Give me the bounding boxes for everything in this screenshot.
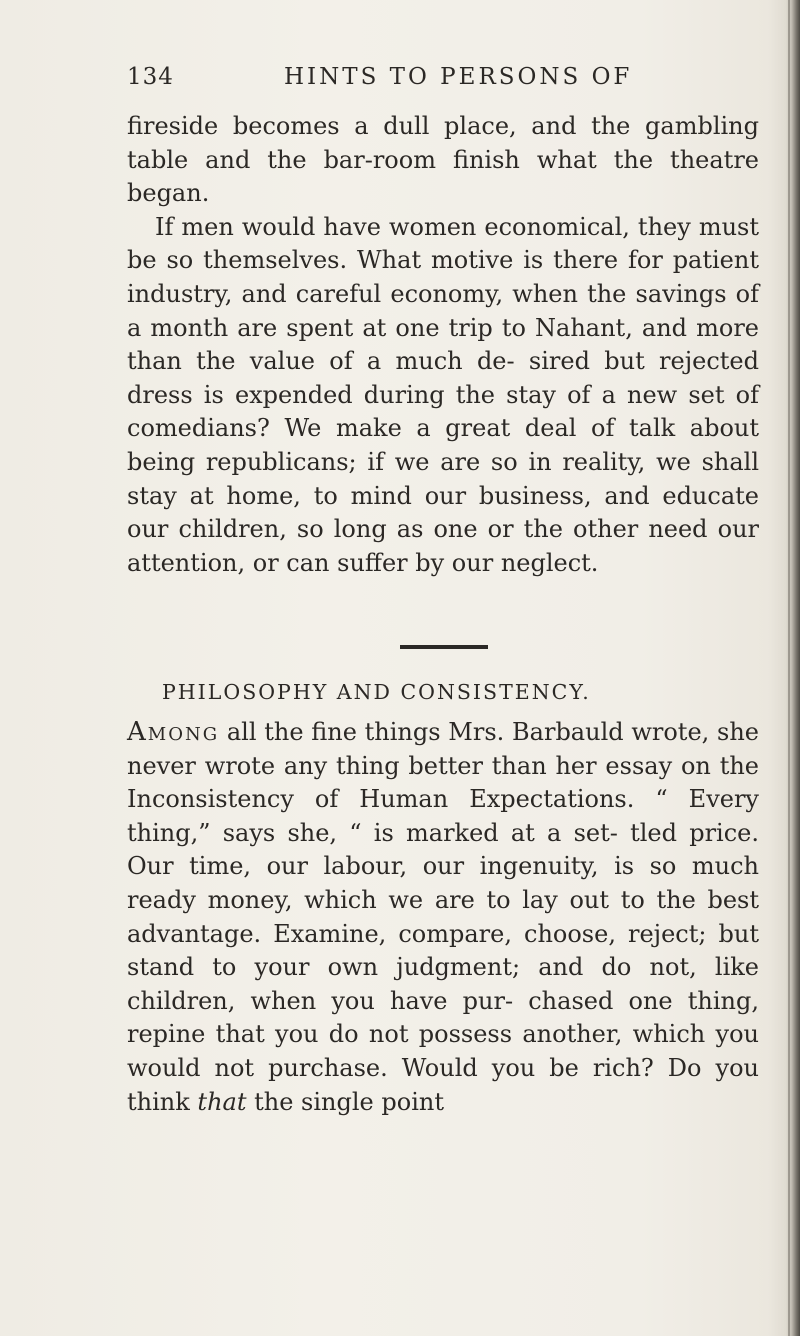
- section-title: PHILOSOPHY AND CONSISTENCY.: [162, 680, 591, 704]
- running-head: HINTS TO PERSONS OF: [284, 64, 633, 90]
- paragraph-economy: If men would have women economical, they must be so themselves. What motive is there for patient industry, and careful economy, when the savings of a month are spent at one trip to Nahant, and more than the value of a much de- sired but rejected dress is expended during the stay of a new set of comedians? We make a great deal of talk about being republicans; if we are so in reality, we shall stay at home, to mind our business, and educate our children, so long as one or the other need our attention, or can suffer by our neglect.: [127, 212, 759, 577]
- italic-word: that: [197, 1087, 247, 1116]
- text-block-top: [127, 110, 759, 580]
- paragraph-philosophy: [127, 716, 759, 1119]
- opening-word: Among: [127, 717, 220, 747]
- page-edge-line: [788, 0, 790, 1336]
- paragraph-tail: the single point: [254, 1087, 444, 1116]
- page-number: 134: [127, 64, 174, 90]
- section-divider-rule: [400, 645, 488, 649]
- paragraph-continuation: fireside becomes a dull place, and the gambling table and the bar-room finish what the theatre began.: [127, 112, 759, 208]
- text-block-section: [127, 716, 759, 1119]
- paragraph-body: all the fine things Mrs. Barbauld wrote, she never wrote any thing better than her essay on the Inconsistency of Human Expectations. “ Every thing,” says she, “ is marked at a set- tled price. Our time, our labour, our ingenuity, is so much ready money, which we are to lay out to the best advantage. Examine, compare, choose, reject; but stand to your own judgment; and do not, like children, when you have pur- chased one thing, repine that you do not possess another, which you would not purchase. Would you be rich? Do you think: [127, 718, 759, 1116]
- page-header: [120, 64, 760, 98]
